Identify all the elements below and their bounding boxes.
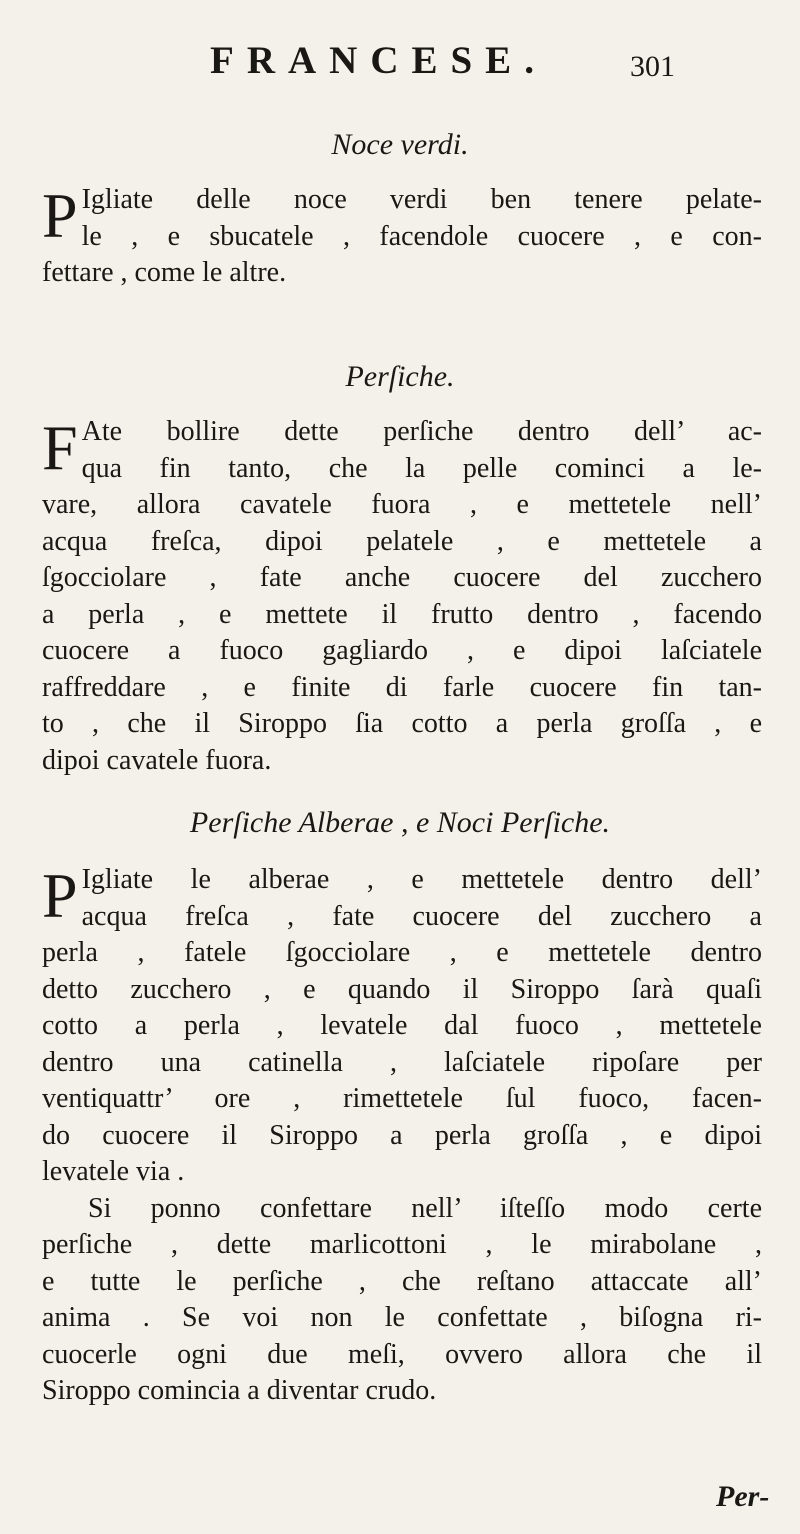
text-line: Ate bollire dette perſiche dentro dell’ ac- [81,416,762,447]
paragraph-alberae [42,862,762,1410]
text-line: cuocere a fuoco gagliardo , e dipoi laſciatele [42,635,762,666]
text-line: anima . Se voi non le confettate , biſogna ri- [42,1302,762,1333]
text-line: vare, allora cavatele fuora , e mettetele nell’ [42,489,762,520]
text-line: cuocerle ogni due meſi, ovvero allora che il [42,1338,762,1370]
text-line: acqua freſca , fate cuocere del zucchero a [81,900,762,932]
text-line: detto zucchero , e quando il Siroppo ſarà quaſi [42,973,762,1005]
text-line: qua fin tanto, che la pelle cominci a le- [81,452,762,484]
text-line: Si ponno confettare nell’ iſteſſo modo certe [88,1192,762,1224]
text-line: dentro una catinella , laſciatele ripoſare per [42,1046,762,1078]
text-line: levatele via . [42,1156,185,1187]
text-line: cotto a perla , levatele dal fuoco , mettetele [42,1010,762,1041]
section-title-alberae: Perſiche Alberae , e Noci Perſiche. [189,806,611,839]
text-line: Igliate delle noce verdi ben tenere pelate- [81,184,762,215]
drop-cap: P [42,860,78,931]
text-line: dipoi cavatele fuora. [42,744,272,776]
text-line: perla , fatele ſgocciolare , e mettetele dentro [42,937,762,968]
paragraph-noce-verdi [42,182,762,292]
text-line: to , che il Siroppo ſia cotto a perla groſſa , e [42,708,762,739]
page-number: 301 [630,50,675,83]
section-title-persiche: Perſiche. [345,360,455,393]
text-line: perſiche , dette marlicottoni , le mirabolane , [42,1229,762,1260]
paragraph-persiche [42,414,762,779]
text-line: ventiquattr’ ore , rimettetele ſul fuoco, facen- [42,1083,762,1114]
text-line: le , e sbucatele , facendole cuocere , e con- [81,220,762,252]
text-line: acqua freſca, dipoi pelatele , e mettetele a [42,525,762,557]
text-line: ſgocciolare , fate anche cuocere del zucchero [42,562,762,593]
drop-cap: F [42,412,78,483]
section-title-noce-verdi: Noce verdi. [331,128,469,161]
catchword: Per- [716,1480,770,1513]
text-line: raffreddare , e finite di farle cuocere fin tan- [42,671,762,703]
text-line: Siroppo comincia a diventar crudo. [42,1375,437,1406]
text-line: do cuocere il Siroppo a perla groſſa , e dipoi [42,1119,762,1151]
text-line: fettare , come le altre. [42,257,287,288]
running-head [0,38,800,108]
text-line: a perla , e mettete il frutto dentro , facendo [42,598,762,630]
text-line: Igliate le alberae , e mettetele dentro dell’ [81,864,762,895]
running-title: FRANCESE. [210,39,547,82]
drop-cap: P [42,180,78,251]
text-line: e tutte le perſiche , che reſtano attaccate all’ [42,1265,762,1297]
